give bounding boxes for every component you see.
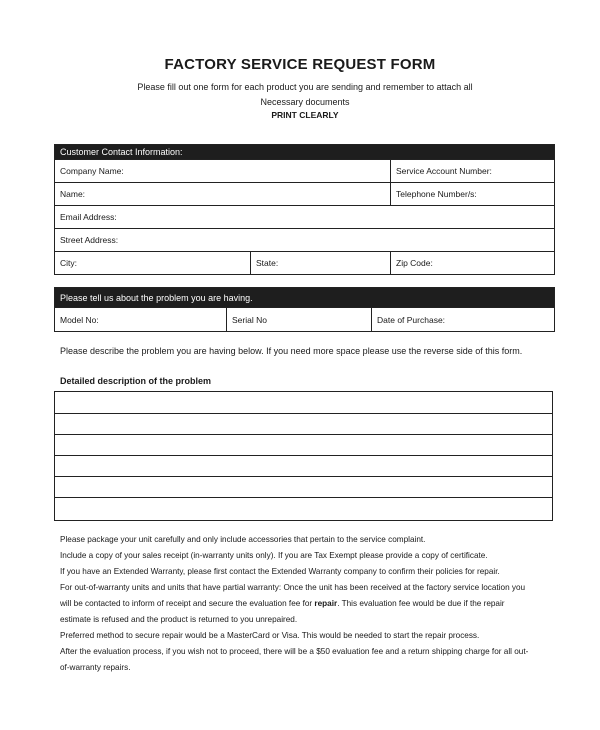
- note-line: estimate is refused and the product is returned to you unrepaired.: [60, 615, 298, 624]
- serial-no-field[interactable]: Serial No: [227, 308, 372, 332]
- problem-instruction: Please describe the problem you are having below. If you need more space please use the reverse side of this form.: [60, 346, 523, 356]
- email-field[interactable]: Email Address:: [55, 206, 555, 229]
- street-address-field[interactable]: Street Address:: [55, 229, 555, 252]
- subtitle-line-2: Necessary documents: [260, 97, 350, 107]
- customer-contact-table: [54, 144, 555, 275]
- description-line[interactable]: [55, 476, 552, 496]
- note-line: For out-of-warranty units and units that have partial warranty: Once the unit has been received at the factory service location you: [60, 583, 526, 592]
- note-line: [60, 596, 550, 612]
- note-line: After the evaluation process, if you wish not to proceed, there will be a $50 evaluation fee and a return shipping charge for all out-: [60, 647, 529, 656]
- description-line[interactable]: [55, 392, 552, 412]
- company-name-field[interactable]: Company Name:: [55, 160, 391, 183]
- note-text: will be contacted to inform of receipt and secure the evaluation fee for: [60, 599, 315, 608]
- note-text: . This evaluation fee would be due if the repair: [337, 599, 505, 608]
- state-field[interactable]: State:: [251, 252, 391, 275]
- problem-description-box[interactable]: [54, 391, 553, 521]
- contact-section-heading: Customer Contact Information:: [55, 145, 555, 160]
- model-no-field[interactable]: Model No:: [55, 308, 227, 332]
- problem-section-heading: Please tell us about the problem you are having.: [55, 288, 555, 308]
- date-of-purchase-field[interactable]: Date of Purchase:: [372, 308, 555, 332]
- subtitle-line-1: Please fill out one form for each product you are sending and remember to attach all: [137, 82, 473, 92]
- note-emphasis: repair: [314, 599, 338, 608]
- zip-code-field[interactable]: Zip Code:: [391, 252, 555, 275]
- shipping-notes: [60, 532, 550, 676]
- form-subtitle: [0, 80, 600, 110]
- description-line[interactable]: [55, 455, 552, 475]
- service-account-number-field[interactable]: Service Account Number:: [391, 160, 555, 183]
- form-title: FACTORY SERVICE REQUEST FORM: [164, 56, 436, 73]
- print-clearly-label: PRINT CLEARLY: [271, 110, 339, 120]
- description-line[interactable]: [55, 497, 552, 521]
- problem-info-table: [54, 287, 555, 332]
- city-field[interactable]: City:: [55, 252, 251, 275]
- description-label: Detailed description of the problem: [60, 376, 212, 386]
- note-line: Preferred method to secure repair would be a MasterCard or Visa. This would be needed to start the repair process.: [60, 631, 480, 640]
- note-line: of-warranty repairs.: [60, 663, 131, 672]
- name-field[interactable]: Name:: [55, 183, 391, 206]
- description-line[interactable]: [55, 413, 552, 433]
- telephone-field[interactable]: Telephone Number/s:: [391, 183, 555, 206]
- note-line: Please package your unit carefully and only include accessories that pertain to the service complaint.: [60, 535, 426, 544]
- note-line: If you have an Extended Warranty, please first contact the Extended Warranty company to confirm their policies for repair.: [60, 567, 500, 576]
- note-line: Include a copy of your sales receipt (in-warranty units only). If you are Tax Exempt please provide a copy of certificate.: [60, 551, 488, 560]
- description-line[interactable]: [55, 434, 552, 454]
